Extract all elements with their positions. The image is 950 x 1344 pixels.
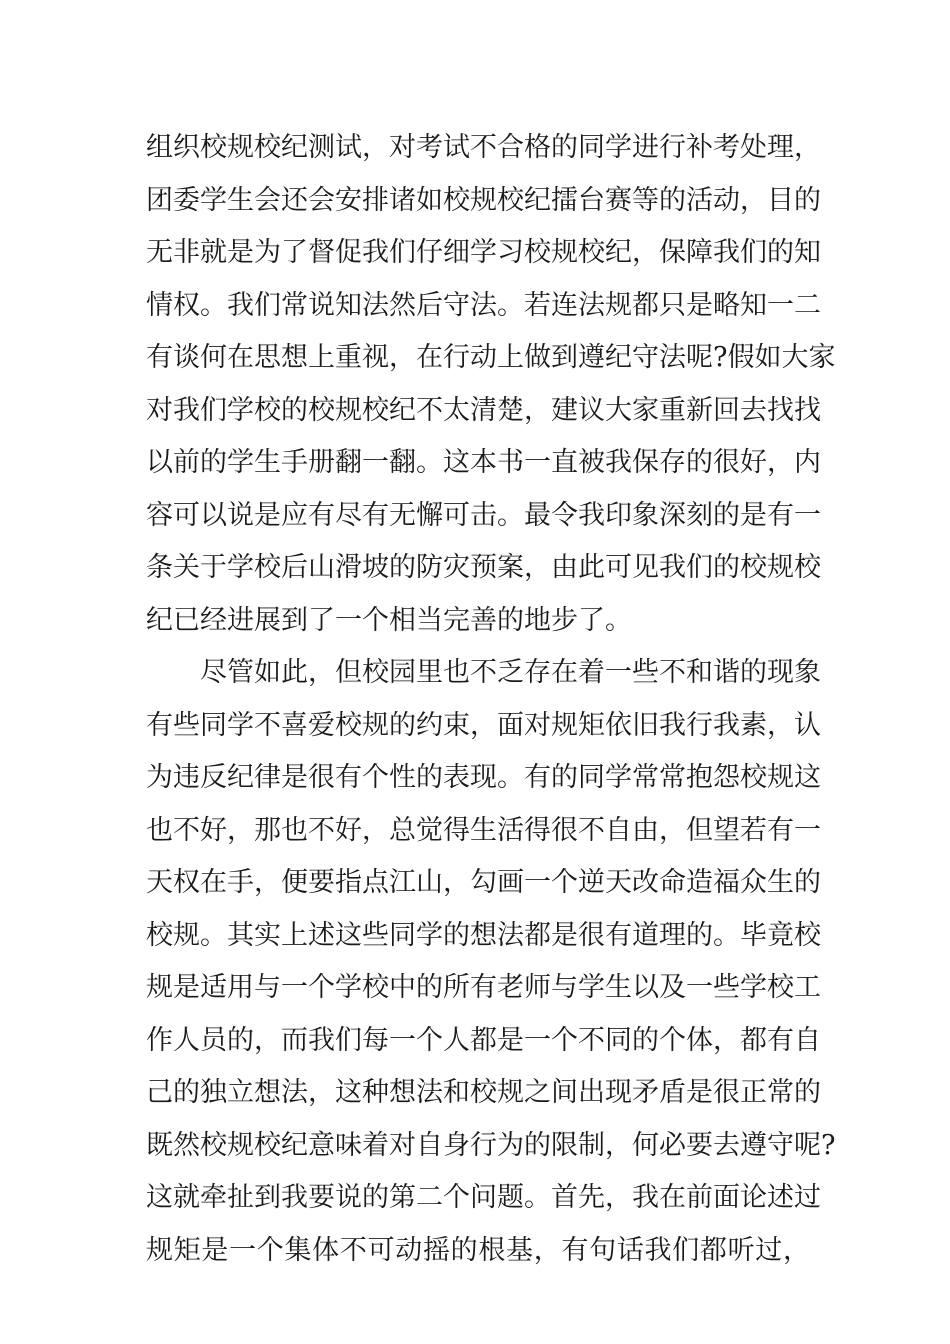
- text-line: 尽管如此，但校园里也不乏存在着一些不和谐的现象: [200, 657, 821, 688]
- text-line: 情权。我们常说知法然后守法。若连法规都只是略知一二: [146, 289, 821, 321]
- text-line: 校规。其实上述这些同学的想法都是很有道理的。毕竟校: [146, 919, 821, 951]
- document-body: [146, 122, 836, 1277]
- text-line: 己的独立想法，这种想法和校规之间出现矛盾是很正常的: [146, 1077, 821, 1108]
- text-line: 天权在手，便要指点江山，勾画一个逆天改命造福众生的: [146, 867, 821, 898]
- text-line: 对我们学校的校规校纪不太清楚，建议大家重新回去找找: [146, 394, 821, 426]
- text-line: 团委学生会还会安排诸如校规校纪擂台赛等的活动，目的: [146, 184, 821, 216]
- text-line: 无非就是为了督促我们仔细学习校规校纪，保障我们的知: [146, 237, 821, 268]
- text-line: 以前的学生手册翻一翻。这本书一直被我保存的很好，内: [146, 447, 821, 478]
- text-line: 组织校规校纪测试，对考试不合格的同学进行补考处理，: [146, 132, 821, 163]
- text-line: 也不好，那也不好，总觉得生活得很不自由，但望若有一: [146, 814, 821, 846]
- text-line: 条关于学校后山滑坡的防灾预案，由此可见我们的校规校: [146, 552, 821, 583]
- paragraph-2: [146, 647, 836, 1277]
- text-line: 规矩是一个集体不可动摇的根基，有句话我们都听过，: [146, 1234, 810, 1266]
- text-line: 为违反纪律是很有个性的表现。有的同学常常抱怨校规这: [146, 762, 821, 793]
- text-line: 纪已经进展到了一个相当完善的地步了。: [146, 604, 632, 636]
- paragraph-1: [146, 122, 836, 647]
- text-line: 既然校规校纪意味着对自身行为的限制，何必要去遵守呢?: [146, 1129, 836, 1161]
- text-line: 作人员的，而我们每一个人都是一个不同的个体，都有自: [146, 1024, 821, 1056]
- text-line: 这就牵扯到我要说的第二个问题。首先，我在前面论述过: [146, 1182, 821, 1213]
- text-line: 规是适用与一个学校中的所有老师与学生以及一些学校工: [146, 972, 821, 1003]
- text-line: 有谈何在思想上重视，在行动上做到遵纪守法呢?假如大家: [146, 342, 836, 373]
- text-line: 有些同学不喜爱校规的约束，面对规矩依旧我行我素，认: [146, 709, 821, 741]
- text-line: 容可以说是应有尽有无懈可击。最令我印象深刻的是有一: [146, 499, 821, 531]
